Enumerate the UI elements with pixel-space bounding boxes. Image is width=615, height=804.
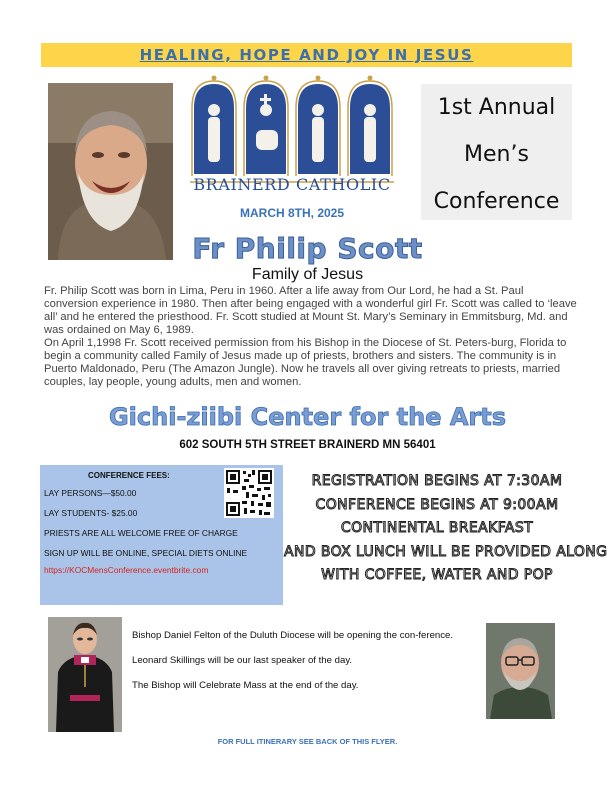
qr-code[interactable] — [224, 468, 274, 518]
header-banner — [41, 43, 572, 67]
fees-title: CONFERENCE FEES: — [88, 471, 170, 480]
bio-paragraph-1: Fr. Philip Scott was born in Lima, Peru in 1960. After a life away from Our Lord, he had a St. Paul conversion experience in 1980. Then after being engaged with a wonderful girl Fr. Scott was called to ‘leave all’ and he entered the priesthood. Fr. Scott studied at Mount St. Mary’s Seminary in Emmitsburg, Md. and was ordained on May 6, 1989. — [44, 285, 577, 336]
bishop-photo — [48, 617, 122, 732]
registration-line-1: REGISTRATION BEGINS AT 7:30AM — [311, 473, 563, 489]
fee-priests: PRIESTS ARE ALL WELCOME FREE OF CHARGE — [44, 528, 238, 538]
fee-lay-students: LAY STUDENTS- $25.00 — [44, 508, 138, 518]
registration-line-5: WITH COFFEE, WATER AND POP — [321, 567, 553, 583]
speaker-name: Fr Philip Scott — [192, 232, 423, 265]
bio-paragraph-2: On April 1,1998 Fr. Scott received permission from his Bishop in the Diocese of St. Peters-burg, Florida to begin a community called Family of Jesus made up of priests, brothers and sisters. The community is in Puerto Maldonado, Peru (The Amazon Jungle). Now he travels all over giving retreats to priests, married couples, lay people, young adults, men and women. — [44, 337, 567, 388]
conference-line-1: 1st Annual — [437, 95, 556, 120]
conference-title-box — [421, 84, 572, 220]
speaker-notes — [132, 628, 478, 703]
note-bishop: Bishop Daniel Felton of the Duluth Diocese will be opening the con-ference. — [132, 630, 454, 641]
signup-info: SIGN UP WILL BE ONLINE, SPECIAL DIETS ONLINE — [44, 548, 248, 558]
registration-line-2: CONFERENCE BEGINS AT 9:00AM — [315, 496, 559, 513]
conference-line-3: Conference — [433, 189, 560, 214]
conference-line-2: Men’s — [464, 142, 529, 167]
speaker-org: Family of Jesus — [251, 266, 364, 283]
registration-info — [284, 470, 608, 588]
footer-note: FOR FULL ITINERARY SEE BACK OF THIS FLYER. — [217, 737, 398, 746]
venue-address: 602 SOUTH 5TH STREET BRAINERD MN 56401 — [179, 439, 436, 451]
speaker-bio — [44, 285, 580, 389]
note-mass: The Bishop will Celebrate Mass at the end of the day. — [132, 680, 359, 691]
note-leonard: Leonard Skillings will be our last speaker of the day. — [132, 655, 353, 666]
leonard-photo — [486, 623, 555, 719]
registration-line-4: AND BOX LUNCH WILL BE PROVIDED ALONG — [284, 543, 608, 560]
banner-text: HEALING, HOPE AND JOY IN JESUS — [139, 46, 474, 64]
event-date: MARCH 8TH, 2025 — [239, 206, 345, 220]
venue-name: Gichi-ziibi Center for the Arts — [108, 403, 506, 431]
fee-lay-persons: LAY PERSONS—$50.00 — [44, 488, 137, 498]
registration-link[interactable]: https://KOCMensConference.eventbrite.com — [44, 565, 209, 575]
registration-line-3: CONTINENTAL BREAKFAST — [340, 520, 534, 536]
logo-text: BRAINERD CATHOLIC — [193, 175, 391, 194]
